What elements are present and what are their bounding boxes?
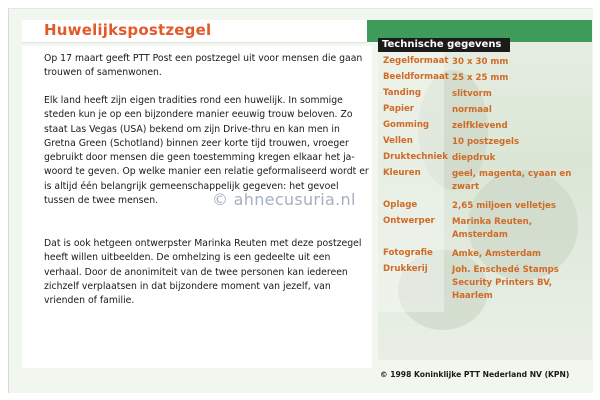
spec-row <box>380 118 580 134</box>
spec-label: Oplage <box>383 200 418 210</box>
spec-value: 2,65 miljoen velletjes <box>452 201 556 211</box>
spec-label: Vellen <box>383 136 413 146</box>
spec-label: Ontwerper <box>383 216 435 226</box>
spec-row <box>380 86 580 102</box>
spec-value: zelfklevend <box>452 121 508 131</box>
spec-row <box>380 70 580 86</box>
copyright-notice: © 1998 Koninklijke PTT Nederland NV (KPN) <box>380 370 570 379</box>
spec-row <box>380 246 580 262</box>
spec-label: Tanding <box>383 88 422 98</box>
spec-value: 25 x 25 mm <box>452 73 509 83</box>
page-title: Huwelijkspostzegel <box>44 21 212 39</box>
spec-label: Zegelformaat <box>383 56 449 66</box>
spec-value: normaal <box>452 105 492 115</box>
spec-value: 10 postzegels <box>452 137 520 147</box>
spec-value: Marinka Reuten, Amsterdam <box>452 217 533 240</box>
spec-label: Kleuren <box>383 168 421 178</box>
spec-value: diepdruk <box>452 153 496 163</box>
spec-row <box>380 166 580 198</box>
spec-row <box>380 102 580 118</box>
spec-value: geel, magenta, cyaan en zwart <box>452 169 572 192</box>
spec-label: Druktechniek <box>383 152 448 162</box>
spec-label: Drukkerij <box>383 264 428 274</box>
spec-value: 30 x 30 mm <box>452 57 509 67</box>
designer-paragraph: Dat is ook hetgeen ontwerpster Marinka Reuten met deze postzegel heeft willen uitbeelden. De omhelzing is een gedeelte uit een verhaal. Door de anonimiteit van de twee personen kan iedereen zichzelf verplaatsen in dat bijzondere moment van jezelf, van vrienden of familie. <box>44 238 362 307</box>
spec-label: Gomming <box>383 120 430 130</box>
spec-row <box>380 150 580 166</box>
traditions-paragraph: Elk land heeft zijn eigen tradities rond een huwelijk. In sommige steden kun je op een bijzondere manier eeuwig trouw beloven. Zo staat Las Vegas (USA) bekend om zijn Drive-thru en kan men in Gretna Green (Schotland) binnen zeer korte tijd trouwen, vroeger gebruikt door mensen die geen toestemming kregen elkaar het ja-woord te geven. Op welke manier een relatie geformaliseerd wordt er is altijd één belangrijk gemeenschappelijk gegeven: het gevoel tussen de twee mensen. <box>44 95 369 207</box>
spec-value: slitvorm <box>452 89 492 99</box>
spec-row <box>380 262 580 306</box>
spec-row <box>380 54 580 70</box>
intro-paragraph: Op 17 maart geeft PTT Post een postzegel uit voor mensen die gaan trouwen of samenwonen. <box>44 53 363 79</box>
spec-label: Fotografie <box>383 248 433 258</box>
technical-data-heading: Technische gegevens <box>378 38 510 52</box>
spec-row <box>380 214 580 246</box>
spec-label: Beeldformaat <box>383 72 449 82</box>
spec-row <box>380 134 580 150</box>
spec-label: Papier <box>383 104 415 114</box>
spec-value: Amke, Amsterdam <box>452 249 541 259</box>
spec-value: Joh. Enschedé Stamps Security Printers BV, Haarlem <box>452 265 559 301</box>
spec-row <box>380 198 580 214</box>
watermark-text: © ahnecusuria.nl <box>212 190 356 209</box>
